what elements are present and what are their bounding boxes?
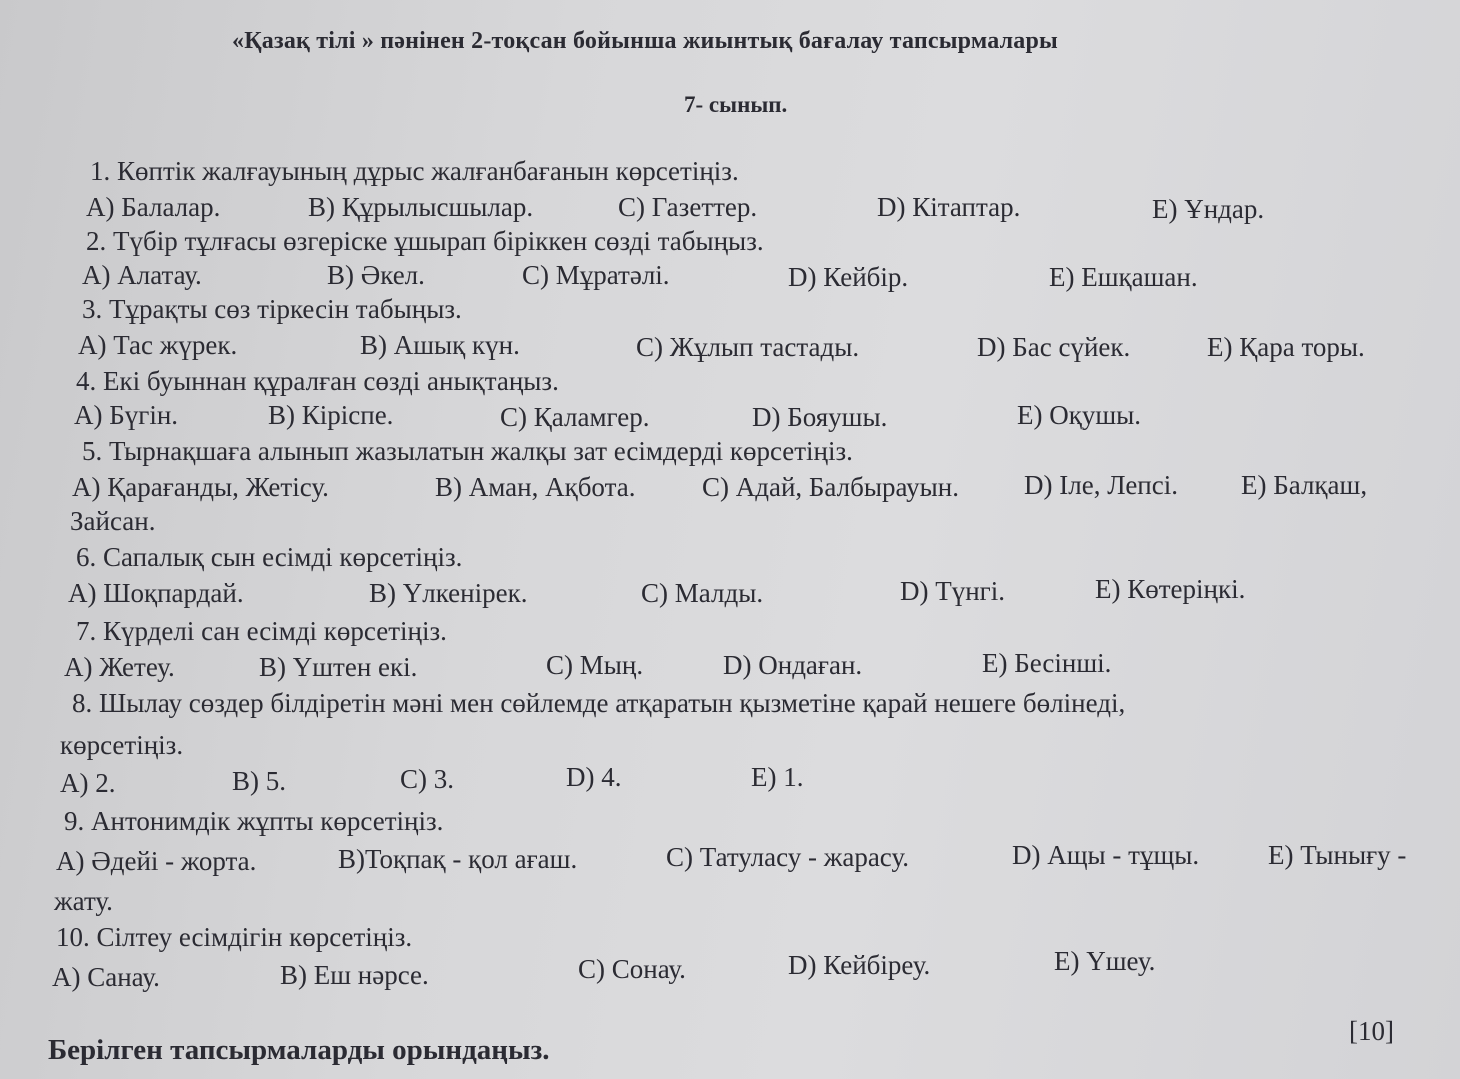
question-5-text: 5. Тырнақшаға алынып жазылатын жалқы зат есімдерді көрсетіңіз. — [82, 436, 853, 466]
question-3-option-b: B) Ашық күн. — [360, 330, 520, 360]
question-6-option-b: B) Үлкенірек. — [369, 578, 528, 608]
question-3-text: 3. Тұрақты сөз тіркесін табыңыз. — [82, 294, 462, 324]
question-10-option-b: B) Еш нәрсе. — [280, 960, 429, 990]
footer-instruction: Берілген тапсырмаларды орындаңыз. — [48, 1034, 550, 1066]
question-8-option-b: B) 5. — [232, 766, 286, 796]
question-10-text: 10. Сілтеу есімдігін көрсетіңіз. — [56, 922, 413, 952]
question-2-option-e: E) Ешқашан. — [1049, 262, 1198, 292]
question-3-option-e: E) Қара торы. — [1207, 332, 1365, 362]
question-1-option-e: E) Ұндар. — [1152, 194, 1265, 224]
question-6-option-e: E) Көтеріңкі. — [1095, 574, 1246, 604]
question-7-option-c: C) Мың. — [546, 650, 644, 680]
question-1-option-c: C) Газеттер. — [618, 192, 758, 222]
question-1-option-d: D) Кітаптар. — [877, 192, 1021, 222]
question-7-option-b: B) Үштен екі. — [259, 652, 418, 682]
question-8-text: 8. Шылау сөздер білдіретін мәні мен сөйлемде атқаратын қызметіне қарай нешеге бөлінеді, — [72, 688, 1126, 718]
score-total: [10] — [1349, 1016, 1394, 1046]
question-8-option-c: C) 3. — [400, 764, 454, 794]
question-6-option-c: C) Малды. — [641, 578, 764, 608]
question-5-option-a: A) Қарағанды, Жетісу. — [72, 472, 329, 502]
question-4-option-b: B) Кіріспе. — [268, 400, 394, 430]
grade-label: 7- сынып. — [684, 92, 788, 117]
question-1-option-a: A) Балалар. — [86, 192, 221, 222]
question-9-option-e: E) Тынығу - — [1268, 840, 1407, 870]
question-9-option-b: B)Тоқпақ - қол ағаш. — [338, 844, 578, 874]
question-2-option-d: D) Кейбір. — [788, 262, 909, 292]
question-9-option-c: C) Татуласу - жарасу. — [666, 842, 909, 872]
question-7-text: 7. Күрделі сан есімді көрсетіңіз. — [76, 616, 447, 646]
question-9-option-d: D) Ащы - тұщы. — [1012, 840, 1200, 870]
question-2-option-a: A) Алатау. — [82, 260, 202, 290]
question-2-text: 2. Түбір тұлғасы өзгеріске ұшырап біріккен сөзді табыңыз. — [86, 226, 764, 256]
question-9-option-e-continuation: жату. — [54, 886, 113, 916]
question-5-option-e: E) Балқаш, — [1241, 470, 1368, 500]
question-4-option-a: A) Бүгін. — [74, 400, 179, 430]
question-3-option-c: C) Жұлып тастады. — [636, 332, 860, 362]
question-5-option-b: B) Аман, Ақбота. — [435, 472, 636, 502]
question-8-option-d: D) 4. — [566, 762, 622, 792]
question-4-option-e: E) Оқушы. — [1017, 400, 1142, 430]
question-6-text: 6. Сапалық сын есімді көрсетіңіз. — [76, 542, 463, 572]
document-title: «Қазақ тілі » пәнінен 2-тоқсан бойынша жиынтық бағалау тапсырмалары — [232, 28, 1058, 54]
question-10-option-a: A) Санау. — [52, 962, 160, 992]
question-3-option-d: D) Бас сүйек. — [977, 332, 1131, 362]
question-5-option-c: C) Адай, Балбырауын. — [702, 472, 959, 502]
question-10-option-c: C) Сонау. — [578, 954, 686, 984]
question-5-option-d: D) Іле, Лепсі. — [1024, 470, 1178, 500]
question-10-option-e: E) Үшеу. — [1054, 946, 1156, 976]
question-3-option-a: A) Тас жүрек. — [78, 330, 238, 360]
question-5-option-e-continuation: Зайсан. — [70, 506, 156, 536]
question-4-text: 4. Екі буыннан құралған сөзді анықтаңыз. — [76, 366, 559, 396]
question-8-text-continuation: көрсетіңіз. — [60, 730, 184, 760]
question-4-option-c: C) Қаламгер. — [500, 402, 650, 432]
question-2-option-c: C) Мұратәлі. — [522, 260, 670, 290]
question-7-option-e: E) Бесінші. — [982, 648, 1112, 678]
question-8-option-a: A) 2. — [60, 768, 116, 798]
question-7-option-d: D) Ондаған. — [723, 650, 863, 680]
question-7-option-a: A) Жетеу. — [64, 652, 175, 682]
question-9-option-a: A) Әдейі - жорта. — [56, 846, 257, 876]
question-10-option-d: D) Кейбіреу. — [788, 950, 931, 980]
question-2-option-b: B) Әкел. — [327, 260, 425, 290]
question-6-option-a: A) Шоқпардай. — [68, 578, 244, 608]
question-1-option-b: B) Құрылысшылар. — [308, 192, 534, 222]
question-6-option-d: D) Түнгі. — [900, 576, 1006, 606]
question-9-text: 9. Антонимдік жұпты көрсетіңіз. — [64, 806, 444, 836]
question-4-option-d: D) Бояушы. — [752, 402, 888, 432]
question-1-text: 1. Көптік жалғауының дұрыс жалғанбағанын көрсетіңіз. — [90, 156, 739, 186]
question-8-option-e: E) 1. — [751, 762, 804, 792]
